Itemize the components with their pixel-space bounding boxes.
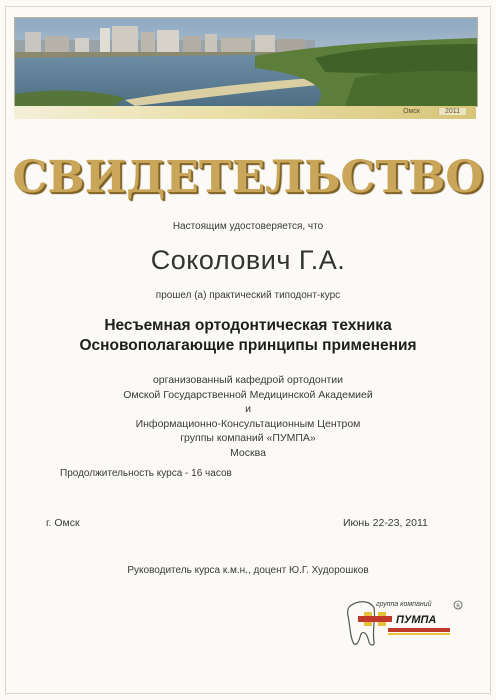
course-duration: Продолжительность курса - 16 часов: [60, 468, 232, 479]
organizer-line: группы компаний «ПУМПА»: [180, 432, 316, 444]
svg-text:R: R: [456, 603, 461, 610]
organizer-line: Москва: [230, 446, 266, 459]
logo-brand-name: ПУМПА: [396, 614, 437, 626]
course-leader: Руководитель курса к.м.н., доцент Ю.Г. Худорошков: [127, 565, 369, 576]
organizer-line: Информационно-Консультационным Центром: [135, 417, 361, 430]
banner-place: Омск: [403, 108, 420, 115]
city-river-photo: [14, 17, 478, 107]
course-title-line-1: Несъемная ортодонтическая техника: [104, 317, 392, 334]
registered-icon: [454, 601, 462, 609]
certificate-title: СВИДЕТЕЛЬСТВО: [12, 152, 484, 203]
banner-caption: [403, 108, 466, 115]
banner-year: 2011: [438, 108, 466, 115]
course-title-line-2: Основополагающие принципы применения: [79, 337, 417, 354]
city-river-photo-graphic: [15, 18, 477, 106]
logo-group-label: группа компаний: [376, 601, 432, 608]
issue-date: Июнь 22-23, 2011: [343, 517, 428, 529]
organizer-line: Омской Государственной Медицинской Академией: [123, 388, 373, 401]
organizer-line: организованный кафедрой ортодонтии: [152, 374, 344, 386]
organizer-line: и: [245, 403, 251, 415]
issue-city: г. Омск: [46, 517, 80, 529]
organizer-block: [0, 373, 496, 460]
recipient-name: Соколович Г.А.: [150, 245, 346, 275]
intro-text: Настоящим удостоверяется, что: [172, 221, 324, 232]
passed-course-text: прошел (а) практический типодонт-курс: [155, 290, 341, 301]
